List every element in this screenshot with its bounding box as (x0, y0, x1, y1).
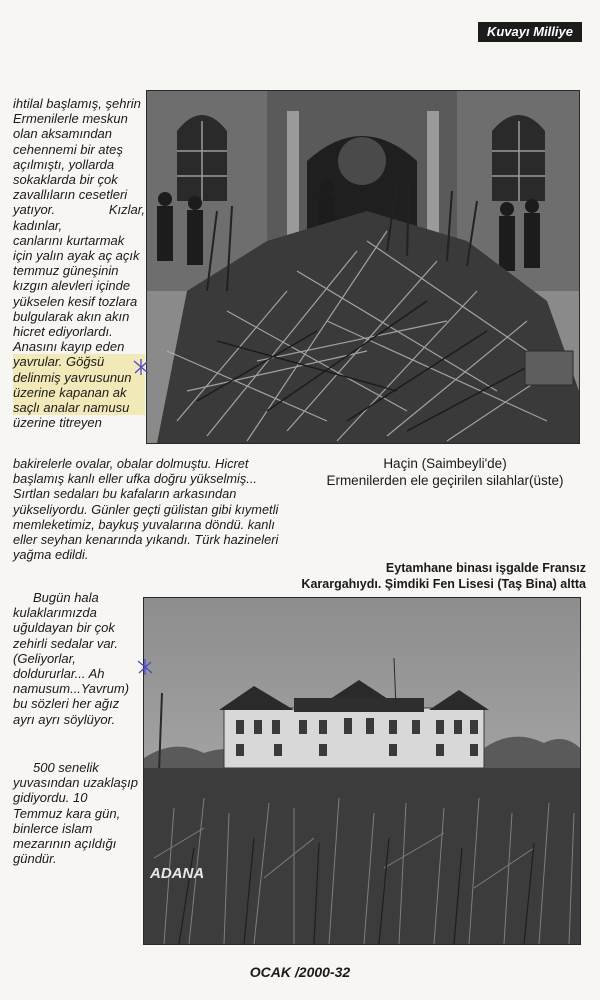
caption-bottom-line1: Eytamhane binası işgalde Fransız (385, 561, 586, 575)
text-line: ihtilal başlamış, şehrin (13, 96, 141, 111)
weapons-pile-image (147, 91, 579, 443)
text-line: üzerine kapanan ak (13, 385, 145, 400)
orphanage-building-image (144, 598, 580, 944)
text-line: Ermenilerle meskun (13, 111, 128, 127)
text-line: (Geliyorlar, (13, 650, 76, 666)
text-line: memleketimiz, baykuş yuvalarına döndü. kanlı (13, 516, 275, 532)
pen-star-mark (136, 658, 154, 676)
text-line: Sırtlan sedaları bu kafaların arkasından (13, 486, 237, 502)
text-line: bu sözleri her ağız (13, 696, 120, 712)
text-line: uğuldayan bir çok (13, 620, 115, 636)
text-line: bakirelerle ovalar, obalar dolmuştu. Hicret (13, 456, 249, 471)
text-line: olan aksamından (13, 126, 113, 142)
caption-bottom (290, 560, 586, 592)
text-line: zavallıların cesetleri (13, 187, 128, 203)
text-line: delinmiş yavrusunun (13, 370, 145, 385)
text-line: namusum...Yavrum) (13, 681, 130, 697)
text-line: yağma edildi. (13, 547, 89, 563)
text-line: Anasını kayıp eden (13, 339, 125, 355)
text-line: 500 senelik (33, 760, 99, 775)
text-line: temmuz güneşinin (13, 263, 119, 279)
text-line: bulgularak akın akın (13, 308, 130, 324)
caption-top-line2: Ermenilerden ele geçirilen silahlar(üste) (326, 473, 564, 488)
text-line: gidiyordu. 10 (13, 790, 88, 806)
text-line: zehirli sedalar var. (13, 635, 119, 651)
text-line: ayrı ayrı söylüyor. (13, 711, 116, 727)
pen-star-mark (132, 358, 150, 376)
caption-top (300, 455, 590, 489)
article-column-top (13, 96, 145, 430)
text-line: cehennemi bir ateş (13, 141, 123, 157)
text-line: yuvasından uzaklaşıp (13, 775, 139, 791)
caption-top-line1: Haçin (Saimbeyli'de) (383, 456, 507, 471)
photo-orphanage-building (143, 597, 581, 945)
text-line: gündür. (13, 851, 57, 867)
text-line: üzerine titreyen (13, 415, 102, 431)
article-column-middle (13, 590, 145, 727)
text-line: başlamış kanlı eller ufka doğru yükselmiş... (13, 471, 257, 487)
article-paragraph-wide (13, 456, 291, 562)
text-line: yükselen kesif tozlara (13, 293, 138, 309)
section-tag: Kuvayı Milliye (478, 22, 582, 42)
text-line: yükseliyordu. Günler geçti gülistan gibi kıymetli (13, 501, 279, 517)
text-line: canlarını kurtarmak (13, 232, 125, 248)
text-line: yatıyor. Kızlar, kadınlar, (13, 202, 145, 233)
caption-bottom-line2: Karargahıydı. Şimdiki Fen Lisesi (Taş Bina) altta (301, 577, 586, 591)
text-line: açılmıştı, yollarda (13, 156, 115, 172)
text-line: Temmuz kara gün, (13, 805, 121, 821)
text-line: yavrular. Göğsü (13, 354, 145, 369)
text-line: mezarının açıldığı (13, 836, 117, 852)
page-footer: OCAK /2000-32 (249, 964, 351, 980)
text-line: hicret ediyorlardı. (13, 324, 113, 340)
text-line: kulaklarımızda (13, 605, 97, 621)
text-line: sokaklarda bir çok (13, 172, 118, 188)
text-line: kızgın alevleri içinde (13, 278, 131, 294)
article-column-bottom (13, 760, 145, 866)
photo-inscription: ADANA (150, 865, 205, 882)
text-line: binlerce islam (13, 820, 93, 836)
text-line: eller seyhan kenarında yıkandı. Türk hazineleri (13, 532, 279, 548)
text-line: saçlı analar namusu (13, 400, 145, 415)
photo-weapons-pile (146, 90, 580, 444)
text-line: için yalın ayak aç açık (13, 248, 140, 264)
text-line: doldururlar... Ah (13, 666, 105, 682)
text-line: Bugün hala (33, 590, 99, 605)
